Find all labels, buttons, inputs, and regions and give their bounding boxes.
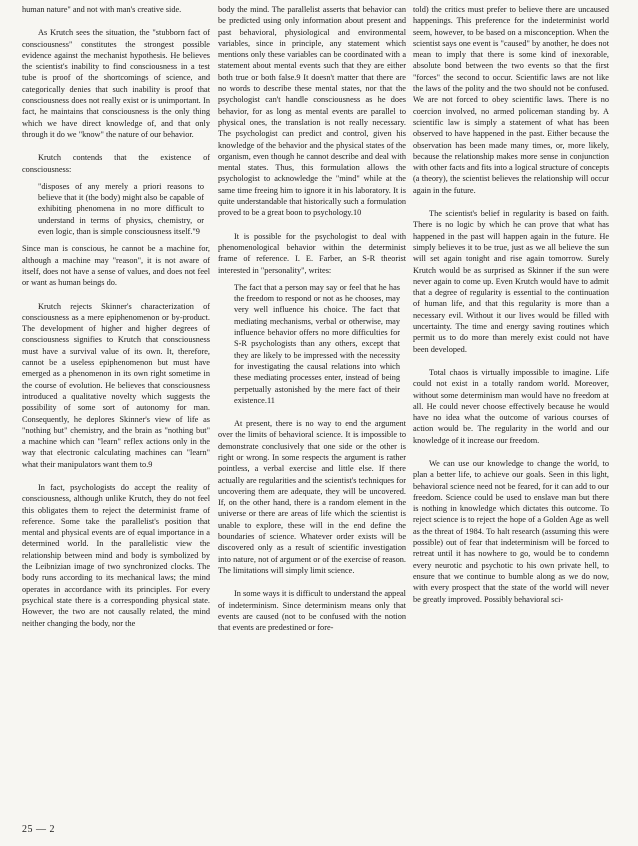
paragraph: It is possible for the psychologist to deal with phenomenological behavior within the determinist frame of reference. I. E. Farber, an S-R theorist interested in "personality", writes: [218,231,406,275]
paragraph: Krutch contends that the existence of consciousness: [22,153,210,174]
paragraph: In fact, psychologists do accept the reality of consciousness, although unlike Krutch, they do not feel this obligates them to reject the determinist frame of reference. Some take the parallelist's position that mental and physical events are of equal importance in a determined world. In the parallelistic view the relationship between mind and body is symbolized by the Leibnizian image of two synchronized clocks. The body runs according to its mechanical laws; the mind operates in accordance with its principles. For every psychical state there is a corresponding physical state. However, the two are not causally related, the mind neither changing the body, nor the [22,482,210,628]
block-quote: The fact that a person may say or feel that he has the freedom to respond or not as he chooses, may very well influence his choice. The fact that mediating mechanisms, verbal or otherwise, may influence behavior offers no more difficulties for S-R psychologists than any others, except that they are likely to be impressed with the necessity for investigating the causal relations into which these mediating processes enter, instead of being perpetually astonished by the mere fact of their existence.11 [234,282,400,405]
text-column-1 [22,4,210,635]
paragraph: The scientist's belief in regularity is based on faith. There is no logic by which he can prove that what has happened in the past will happen again in the future. He simply believes it to be true, just as we all believe the sun will set again tonight and rise again tomorrow. Surely Krutch would be as surprised as Skinner if the sun were never again to come up. Even Krutch would have to admit that a degree of regularity is essential to the continuation of human life, and that this regularity is more than a necessary evil. Without it our lives would be filled with uncertainty. The time and energy saving routines which permit us to do more than merely exist could not have been developed. [413,209,609,354]
paragraph: Total chaos is virtually impossible to imagine. Life could not exist in a totally random world. Moreover, without some determinism man would have no freedom at all. He could never choose effectively because he would have no idea what the outcome of various courses of action would be. The regularity in the world and our knowledge of it increase our freedom. [413,367,609,445]
paragraph: At present, there is no way to end the argument over the limits of behavioral science. It is impossible to demonstrate conclusively that one side or the other is right or wrong. In some respects the argument is rather pointless, a verbal exercise and little else. If there actually are regularities and the scientist's techniques for uncovering them are adequate, they will be uncovered. If, on the other hand, there is a random element in the universe or there are areas of life which the scientist is unable to explore, these will in the end define the boundaries of science. Whatever order exists will be discovered only as a result of scientific investigation into nature, not of argument or of the exercise of reason. The limitations will simply limit science. [218,419,406,575]
paragraph: We can use our knowledge to change the world, to plan a better life, to achieve our goals. Seen in this light, behavioral science need not be feared, for it can add to our freedom. Science could be used to enslave man but there is nothing in knowledge which dictates this outcome. To reject science is to reject the hope of a Golden Age as well as the threat of 1984. To halt research (assuming this were possible) out of fear that indeterminism will be forced to retreat until it has nowhere to go, would be to condemn every neurotic and psychotic to his own private hell, to ensure that we continue to bumble along as we do now, with every prospect that the state of the world will never be greatly improved. Possibly behavioral sci- [413,458,609,604]
text-column-3 [413,4,609,611]
block-quote: "disposes of any merely a priori reasons to believe that it (the body) might also be capable of exhibiting phenomena in no more difficult to understand in terms of physics, chemistry, or even logic, than is simple consciousness itself."9 [38,181,204,237]
page-number: 25 — 2 [22,824,55,835]
paragraph: body the mind. The parallelist asserts that behavior can be predicted using only information about present and past behavioral, physiological and environmental variables, since in principle, any statement which mentions only these variables can be coordinated with a statement about mental events such that they are either both true or both false.9 It doesn't matter that there are no words to describe these mental states, nor that the psychologist can't handle consciousness as he does behavior, for as long as mental events are parallel to physical ones, the translation is not really necessary. The psychologist can predict and control, given his knowledge of the behavior and the physical states of the organism, even though he cannot describe and deal with mental states. Thus, this formulation allows the psychologist to acknowledge the "mind" while at the same time freeing him to ignore it in his laboratory. It is quite understandable that historically such a formulation proved to be a great boon to psychology.10 [218,5,406,218]
paragraph: told) the critics must prefer to believe there are uncaused happenings. This preference for the indeterminist world seem, however, to be based on a misconception. When the scientist says one event is "caused" by another, he does not mean to imply that there is some kind of inexorable, absolute bond between the two events so that the first "forces" the second to occur. Scientific laws are not like the laws of the polity and the two should not be confused. We are not forced to obey scientific laws. There is no coercion involved, no armed policeman standing by. A scientific law is simply a statement of what has been observed to have happened in the past. Either because the observation has been made many times, or, more likely, because the relationship makes more sense in conjunction with other facts and fits into a logical structure of concepts (a theory), the scientist believes the relationship will occur again in the future. [413,5,609,195]
paragraph: Since man is conscious, he cannot be a machine for, although a machine may "reason", it is not aware of itself, does not have a sense of values, and does not feel or want as human beings do. [22,244,210,288]
text-column-2 [218,4,406,639]
paragraph: Krutch rejects Skinner's characterization of consciousness as a mere epiphenomenon or by-product. The development of higher and higher degrees of consciousness signifies to Krutch that consciousness must have a survival value of its own. It, therefore, cannot be a useless epiphenomenon but must have emerged as a phenomenon in its own right sometime in the course of evolution. He believes that consciousness introduced a qualitative novelty which suggests the possibility of some sort of autonomy for man. Consequently, he deplores Skinner's view of life as "nothing but" chemistry, and the brain as "nothing but" a machine which can "learn" reflex actions only in the way that electronic calculating machines can "learn" what their manipulators want them to.9 [22,301,210,469]
paragraph: As Krutch sees the situation, the "stubborn fact of consciousness" constitutes the strongest possible evidence against the mechanist hypothesis. He believes the scientist's inability to find consciousness in a test tube is proof of the shortcomings of science, and categorically denies that such inability is proof that consciousness does not really exist or is unimportant. In fact, he maintains that consciousness is the only thing which we have direct knowledge of, and that only through it do we "know" the nature of our behavior. [22,28,210,139]
paragraph: In some ways it is difficult to understand the appeal of indeterminism. Since determinism means only that events are caused (not to be confused with the notion that events are predestined or fore- [218,589,406,633]
paragraph: human nature" and not with man's creative side. [22,5,182,14]
